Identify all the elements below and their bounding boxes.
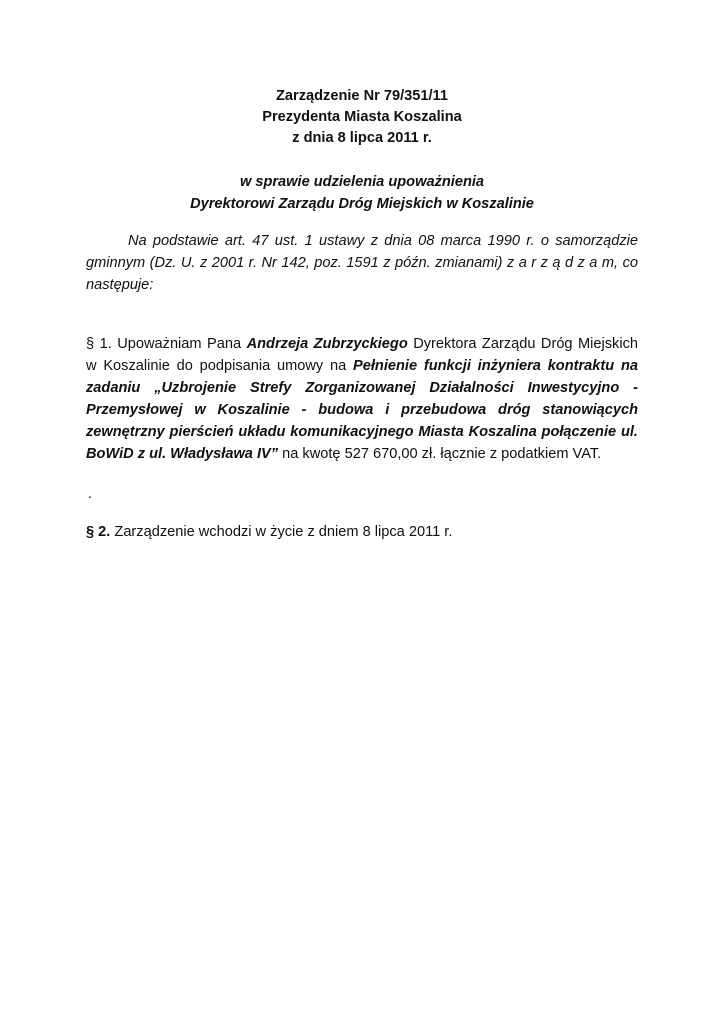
paragraph-1-middle: Dyrektora Zarządu Dróg Miejskich w Koszalinie do podpisania umowy na [86,336,639,374]
order-number: Zarządzenie Nr 79/351/11 [276,88,448,104]
issuer: Prezydenta Miasta Koszalina [262,109,462,125]
subject-line-2: Dyrektorowi Zarządu Dróg Miejskich w Koszalinie [190,196,534,212]
subject-line-1: w sprawie udzielenia upoważnienia [239,174,485,190]
paragraph-2-text: Zarządzenie wchodzi w życie z dniem 8 lipca 2011 r. [114,524,453,540]
contract-title: Pełnienie funkcji inżyniera kontraktu na zadaniu „Uzbrojenie Strefy Zorganizowanej Działalności Inwestycyjno - Przemysłowej w Koszalinie - budowa i przebudowa dróg stanowiących zewnętrzny pierścień układu komunikacyjnego Miasta Koszalina połączenie ul. BoWiD z ul. Władysława IV” [86,358,638,462]
document-subject [0,171,724,215]
paragraph-1-lead: Upoważniam Pana [117,336,242,352]
authorized-person: Andrzeja Zubrzyckiego [246,336,408,352]
paragraph-1 [86,333,638,465]
paragraph-2 [86,521,638,543]
preamble-text: Na podstawie art. 47 ust. 1 ustawy z dnia 08 marca 1990 r. o samorządzie gminnym (Dz. U. z 2001 r. Nr 142, poz. 1591 z późn. zmianami) z a r z ą d z a m, co następuje: [86,233,638,293]
paragraph-1-tail: na kwotę 527 670,00 zł. łącznie z podatkiem VAT. [282,446,602,462]
order-date: z dnia 8 lipca 2011 r. [292,130,432,146]
document-header [0,86,724,149]
paragraph-1-marker: § 1. [86,336,112,352]
preamble [86,230,638,296]
paragraph-2-marker: § 2. [86,524,111,540]
stray-dot: . [88,486,93,502]
